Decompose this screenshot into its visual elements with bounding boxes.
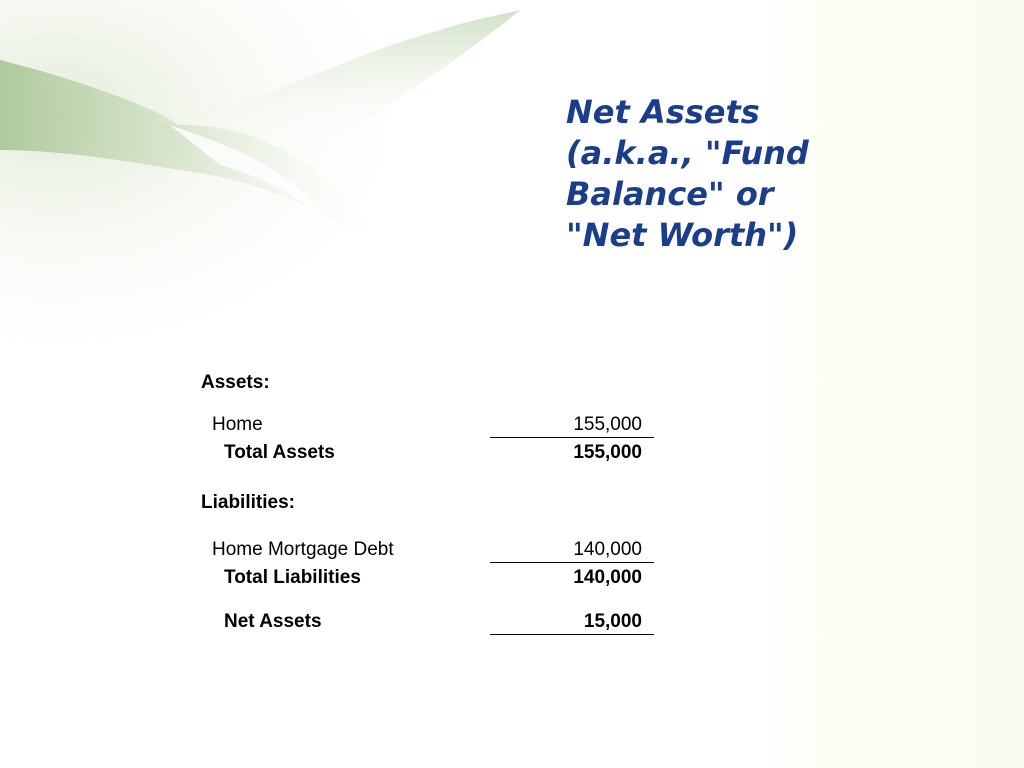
- total-assets-value: 155,000: [573, 442, 642, 463]
- mortgage-value: 140,000: [573, 539, 642, 560]
- liabilities-heading: Liabilities:: [201, 492, 295, 513]
- total-liabilities-value: 140,000: [573, 567, 642, 588]
- net-assets-label: Net Assets: [224, 611, 322, 632]
- assets-heading: Assets:: [201, 372, 270, 393]
- slide-title: Net Assets (a.k.a., "Fund Balance" or "Net Worth"): [566, 93, 809, 254]
- underline-net-assets: [490, 634, 654, 635]
- underline-home: [490, 437, 654, 438]
- underline-mortgage: [490, 562, 654, 563]
- net-assets-value: 15,000: [583, 611, 642, 632]
- total-liabilities-label: Total Liabilities: [224, 567, 361, 588]
- total-assets-label: Total Assets: [224, 442, 335, 463]
- home-value: 155,000: [573, 414, 642, 435]
- mortgage-label: Home Mortgage Debt: [212, 539, 394, 560]
- home-label: Home: [212, 414, 263, 435]
